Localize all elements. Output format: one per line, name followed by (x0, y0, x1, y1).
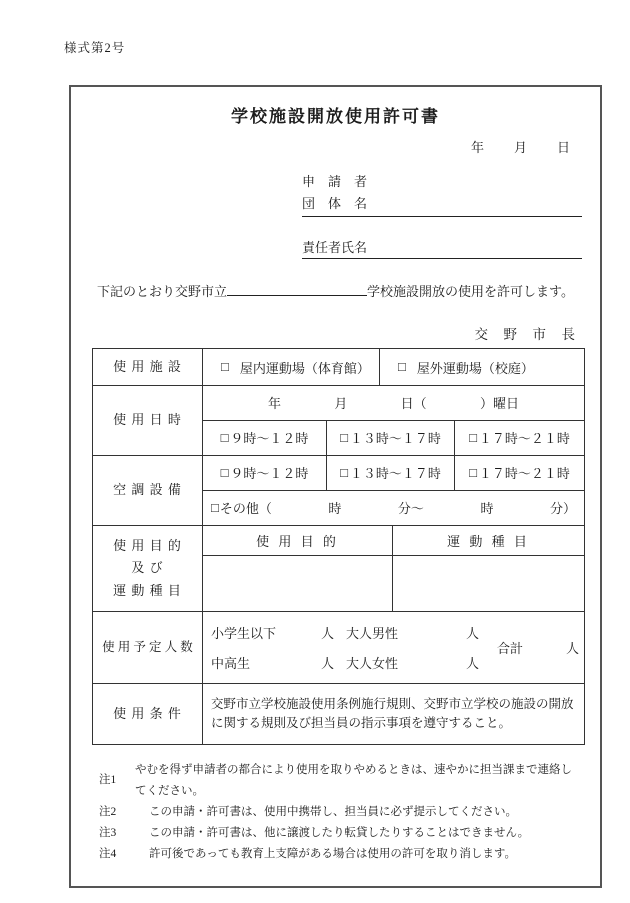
note-4-text: 許可後であっても教育上支障がある場合は使用の許可を取り消します。 (149, 847, 516, 860)
aircon-slot-evening[interactable] (455, 456, 584, 490)
adult-male-unit-label: 人 (466, 626, 480, 641)
checkbox-outdoor-ground-icon[interactable]: □ (398, 359, 406, 374)
elementary-label: 小学生以下 (211, 626, 277, 641)
conditions-row-label: 使 用 条 件 (93, 684, 203, 744)
note-2-label: 注2 (99, 805, 117, 818)
note-3-label: 注3 (99, 826, 117, 839)
note-4 (97, 844, 581, 865)
datetime-row (93, 385, 584, 455)
people-line-2[interactable] (211, 653, 488, 672)
use-date-weekday-label: ）曜日 (479, 396, 519, 412)
people-counts-block (203, 612, 488, 683)
datetime-row-label: 使 用 日 時 (93, 386, 203, 455)
purpose-row-label-line1: 使 用 目 的 (113, 538, 182, 554)
group-name-field[interactable] (302, 193, 582, 217)
grant-sentence (97, 281, 574, 300)
note-2-text: この申請・許可書は、使用中携帯し、担当員に必ず提示してください。 (149, 805, 517, 818)
aircon-other-hour2-label: 時 (480, 501, 494, 517)
grant-suffix: 学校施設開放の使用を許可します。 (367, 284, 574, 299)
note-3-text: この申請・許可書は、他に譲渡したり転貸したりすることはできません。 (149, 826, 530, 839)
secondary-label: 中高生 (211, 656, 251, 671)
note-1 (97, 760, 581, 802)
note-2 (97, 802, 581, 823)
aircon-row (93, 455, 584, 525)
grant-prefix: 下記のとおり交野市立 (97, 284, 228, 299)
group-name-label: 団 体 名 (302, 196, 368, 211)
people-row-label: 使 用 予 定 人 数 (93, 612, 203, 683)
secondary-unit-label: 人 (321, 656, 335, 671)
people-total-field[interactable] (488, 612, 584, 683)
checkbox-time-morning-icon[interactable]: □ (220, 429, 229, 445)
people-line-1[interactable] (211, 623, 488, 642)
time-slot-afternoon[interactable] (327, 421, 455, 456)
adult-female-unit-label: 人 (466, 656, 480, 671)
checkbox-aircon-other-icon[interactable]: □ (211, 499, 219, 515)
note-1-text: やむを得ず申請者の都合により使用を取りやめるときは、速やかに担当課まで連絡してください。 (135, 764, 572, 797)
applicant-block (302, 171, 582, 217)
checkbox-indoor-gym-icon[interactable]: □ (221, 359, 229, 374)
mayor-signature: 交 野 市 長 (474, 327, 576, 342)
note-3 (97, 823, 581, 844)
facility-option-outdoor[interactable] (380, 349, 584, 385)
time-slot-evening-label: １７時～２１時 (478, 431, 570, 447)
purpose-row (93, 525, 584, 611)
use-date-day-label: 日（ (400, 396, 427, 412)
checkbox-time-evening-icon[interactable]: □ (469, 429, 477, 445)
purpose-input-cell[interactable] (203, 556, 392, 611)
aircon-other-min2-label: 分） (549, 501, 576, 517)
date-month-label: 月 (513, 140, 527, 155)
aircon-slot-morning[interactable] (203, 456, 327, 490)
checkbox-aircon-afternoon-icon[interactable]: □ (340, 464, 348, 480)
checkbox-aircon-morning-icon[interactable]: □ (220, 464, 229, 480)
notes-section (97, 760, 581, 865)
use-date-year-label: 年 (268, 396, 282, 412)
permit-sheet (69, 85, 602, 888)
issue-date-line (471, 137, 570, 156)
aircon-other-checkbox-group (211, 498, 272, 517)
document-title: 学校施設開放使用許可書 (231, 107, 440, 126)
aircon-slot-evening-label: １７時～２１時 (478, 466, 570, 482)
form-number: 様式第2号 (64, 41, 126, 55)
purpose-row-label (93, 526, 203, 611)
aircon-other-hour1-label: 時 (328, 501, 342, 517)
purpose-row-label-line2: 及 び (131, 560, 164, 576)
sport-input-cell[interactable] (393, 556, 584, 611)
adult-female-label: 大人女性 (346, 656, 399, 671)
total-unit-label: 人 (565, 641, 579, 656)
facility-row-label: 使 用 施 設 (93, 349, 203, 385)
facility-option-indoor[interactable] (203, 349, 380, 385)
purpose-column-header: 使 用 目 的 (203, 526, 392, 556)
checkbox-time-afternoon-icon[interactable]: □ (340, 429, 348, 445)
use-date-field[interactable] (203, 386, 584, 421)
facility-row (93, 349, 584, 385)
aircon-row-label: 空 調 設 備 (93, 456, 203, 525)
responsible-name-label: 責任者氏名 (302, 240, 368, 255)
total-label: 合計 (497, 641, 524, 656)
aircon-slot-afternoon-label: １３時～１７時 (349, 466, 441, 482)
purpose-row-label-line3: 運 動 種 目 (113, 582, 182, 598)
aircon-other-min1-label: 分～ (397, 501, 424, 517)
aircon-other-field[interactable] (203, 491, 584, 526)
adult-male-label: 大人男性 (346, 626, 399, 641)
time-slot-morning-label: ９時～１２時 (230, 431, 309, 447)
conditions-row (93, 683, 584, 744)
aircon-slot-morning-label: ９時～１２時 (230, 466, 309, 482)
note-1-label: 注1 (99, 774, 117, 787)
use-date-month-label: 月 (334, 396, 348, 412)
applicant-label: 申 請 者 (302, 174, 368, 189)
school-name-field[interactable] (227, 282, 367, 296)
date-day-label: 日 (556, 140, 570, 155)
checkbox-aircon-evening-icon[interactable]: □ (469, 464, 477, 480)
conditions-text: 交野市立学校施設使用条例施行規則、交野市立学校の施設の開放に関する規則及び担当員の指示事項を遵守すること。 (211, 696, 574, 730)
time-slot-afternoon-label: １３時～１７時 (349, 431, 441, 447)
time-slot-evening[interactable] (455, 421, 584, 456)
note-4-label: 注4 (99, 847, 117, 860)
sport-column-header: 運 動 種 目 (393, 526, 584, 556)
time-slot-morning[interactable] (203, 421, 327, 456)
date-year-label: 年 (470, 140, 484, 155)
facility-option-outdoor-label: 屋外運動場（校庭） (416, 360, 534, 376)
permit-table (92, 348, 585, 745)
people-row (93, 611, 584, 683)
aircon-slot-afternoon[interactable] (327, 456, 455, 490)
responsible-name-field[interactable] (302, 237, 582, 259)
facility-option-indoor-label: 屋内運動場（体育館） (239, 360, 370, 376)
aircon-other-open-label: その他（ (219, 501, 272, 517)
elementary-unit-label: 人 (321, 626, 335, 641)
